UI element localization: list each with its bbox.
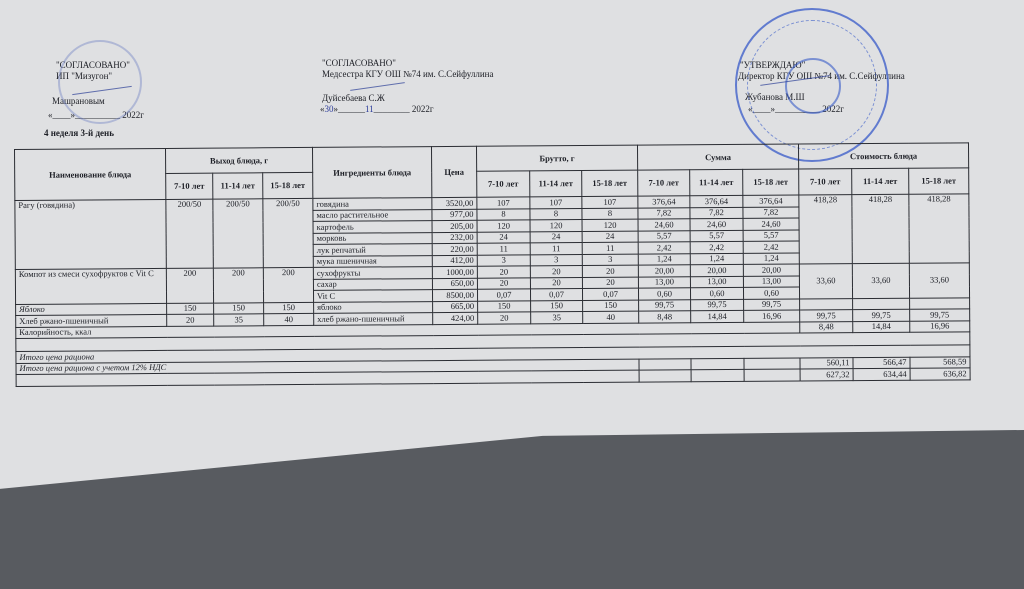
brutto-value: 20 [477,277,530,289]
sum-value: 8,48 [639,311,691,323]
age-header: 15-18 лет [582,170,638,196]
empty-cell [691,369,744,381]
sum-value: 2,42 [690,241,743,253]
ingredient-price: 412,00 [432,255,477,267]
dish-cost: 99,75 [853,309,910,321]
ingredient-price: 8500,00 [432,289,477,301]
sum-value: 0,60 [743,287,799,299]
ingredient-price: 205,00 [432,220,477,232]
brutto-value: 20 [530,266,582,278]
sum-value: 5,57 [743,230,799,242]
header-dish: Наименование блюда [15,148,166,200]
total-vat-value: 634,44 [853,368,910,380]
brutto-value: 107 [530,197,582,209]
dish-output: 40 [264,313,314,325]
ingredient-name: масло растительное [313,209,432,221]
dish-name: Рагу (говядина) [15,199,166,269]
sum-value: 376,64 [743,195,799,207]
sum-value: 20,00 [743,264,799,276]
calorie-label: Калорийность, ккал [16,322,800,339]
dish-output: 35 [214,314,264,326]
sum-value: 13,00 [690,276,743,288]
calorie-value: 8,48 [800,321,853,333]
ingredient-name: говядина [313,198,432,210]
approval-center-org: Медсестра КГУ ОШ №74 им. С.Сейфуллина [322,69,494,79]
age-header: 11-14 лет [852,168,909,194]
round-seal-stamp [735,8,889,162]
dish-output: 200 [213,268,263,303]
sum-value: 2,42 [743,241,799,253]
ingredient-price: 3520,00 [432,197,477,209]
ingredient-name: лук репчатый [313,244,432,256]
age-header: 11-14 лет [690,169,743,195]
brutto-value: 150 [583,300,639,312]
sum-value: 99,75 [639,299,691,311]
empty-cell [744,369,800,381]
ingredient-name: мука пшеничная [313,255,432,267]
total-vat-value: 636,82 [910,368,970,380]
approval-left-signer: Машрановым [52,96,105,106]
sum-value: 1,24 [638,253,690,265]
dish-output: 20 [167,314,214,326]
brutto-value: 11 [477,243,530,255]
sum-value: 5,57 [690,230,743,242]
dish-cost: 33,60 [909,263,969,298]
age-header: 11-14 лет [213,173,263,199]
approval-center-date-day: 30 [324,104,334,114]
brutto-value: 107 [477,197,530,209]
brutto-value: 20 [582,277,638,289]
sum-value: 13,00 [638,276,690,288]
age-header: 7-10 лет [799,169,852,195]
age-header: 15-18 лет [263,172,313,198]
age-header: 11-14 лет [530,171,582,197]
approval-center-name: Дуйсебаева С.Ж [322,93,385,103]
approval-right-name: Жубанова М.Ш [745,92,805,102]
sum-value: 24,60 [743,218,799,230]
header-sum: Сумма [637,144,798,170]
ingredient-name: морковь [313,232,432,244]
dish-output: 200/50 [263,198,313,267]
brutto-value: 0,07 [477,289,530,301]
dish-output: 200/50 [166,199,213,268]
brutto-value: 3 [582,254,638,266]
sum-value: 16,96 [744,310,800,322]
sum-value: 1,24 [690,253,743,265]
dish-name: Яблоко [16,303,167,316]
dish-cost: 418,28 [909,194,969,263]
brutto-value: 8 [530,208,582,220]
approval-center-date-month: 11 [365,104,374,114]
sum-value: 13,00 [743,276,799,288]
dish-cost: 99,75 [800,310,853,322]
sum-value: 376,64 [690,195,743,207]
dish-cost: 33,60 [799,264,852,299]
approval-center-date-suffix: 2022г [411,104,434,114]
header-price: Цена [431,146,476,197]
brutto-value: 8 [477,208,530,220]
approval-center-title: "СОГЛАСОВАНО" [322,58,396,68]
ingredient-name: яблоко [314,301,433,313]
calorie-value: 14,84 [853,321,910,333]
header-output: Выход блюда, г [165,147,312,173]
ingredient-name: картофель [313,221,432,233]
total-vat-label: Итого цена рациона с учетом 12% НДС [16,359,639,375]
age-header: 15-18 лет [909,168,969,194]
dish-cost [853,298,910,310]
total-label: Итого цена рациона [16,345,970,363]
approval-right-title: "УТВЕРЖДАЮ" [740,60,806,70]
brutto-value: 24 [530,231,582,243]
sum-value: 376,64 [638,196,690,208]
approval-center-date: «30»______11________ 2022г [320,104,434,114]
empty-cell [691,358,744,370]
ingredient-price: 424,00 [433,312,478,324]
brutto-value: 20 [477,266,530,278]
brutto-value: 8 [582,208,638,220]
brutto-value: 150 [531,300,583,312]
dish-cost: 418,28 [799,195,852,264]
dish-cost [910,297,970,309]
dish-name: Хлеб ржано-пшеничный [16,314,167,327]
dish-output: 150 [167,303,214,315]
brutto-value: 24 [477,231,530,243]
ingredient-name: хлеб ржано-пшеничный [314,313,433,325]
brutto-value: 24 [582,231,638,243]
ingredient-name: Vit C [313,290,432,302]
sum-value: 7,82 [638,207,690,219]
sum-value: 0,60 [638,288,690,300]
total-value: 566,47 [853,357,910,369]
dish-name: Компот из смеси сухофруктов с Vit C [15,268,166,304]
week-day-label: 4 неделя 3-й день [44,128,114,138]
total-value: 560,11 [800,357,853,369]
dish-output: 200 [263,267,313,302]
empty-cell [744,358,800,370]
ingredient-price: 665,00 [433,301,478,313]
ingredient-price: 977,00 [432,209,477,221]
brutto-value: 0,07 [530,289,582,301]
header-brutto: Брутто, г [476,145,637,171]
sum-value: 99,75 [744,299,800,311]
brutto-value: 120 [582,219,638,231]
menu-table [14,142,971,386]
brutto-value: 20 [530,277,582,289]
dish-output: 150 [264,302,314,314]
dish-cost: 99,75 [910,309,970,321]
brutto-value: 40 [583,311,639,323]
sum-value: 20,00 [638,265,690,277]
ingredient-price: 650,00 [432,278,477,290]
dish-cost: 418,28 [852,194,909,263]
empty-cell [639,358,691,370]
ingredient-price: 1000,00 [432,266,477,278]
approval-left-date: «____»__________ 2022г [48,110,144,120]
ingredient-name: сахар [313,278,432,290]
approval-left-date-suffix: 2022г [122,110,144,120]
sum-value: 2,42 [638,242,690,254]
sum-value: 5,57 [638,230,690,242]
dish-output: 200 [166,268,213,303]
sum-value: 14,84 [691,310,744,322]
empty-cell [639,370,691,382]
sum-value: 1,24 [743,253,799,265]
ingredient-price: 232,00 [432,232,477,244]
brutto-value: 0,07 [582,288,638,300]
sum-value: 24,60 [690,218,743,230]
age-header: 7-10 лет [477,171,530,197]
ingredient-name: сухофрукты [313,267,432,279]
age-header: 7-10 лет [166,173,213,199]
total-vat-value: 627,32 [800,369,853,381]
approval-left-title: "СОГЛАСОВАНО" [56,60,130,70]
approval-right-date-suffix: 2022г [822,104,844,114]
brutto-value: 107 [582,196,638,208]
dish-cost [800,298,853,310]
brutto-value: 120 [477,220,530,232]
brutto-value: 3 [530,254,582,266]
brutto-value: 20 [582,265,638,277]
dish-output: 150 [214,302,264,314]
brutto-value: 11 [530,243,582,255]
approval-left-org: ИП "Мизугон" [56,71,113,81]
sum-value: 7,82 [690,207,743,219]
brutto-value: 3 [477,254,530,266]
ingredient-price: 220,00 [432,243,477,255]
brutto-value: 35 [531,312,583,324]
dish-cost: 33,60 [852,263,909,298]
calorie-value: 16,96 [910,320,970,332]
brutto-value: 20 [478,312,531,324]
sum-value: 0,60 [690,287,743,299]
age-header: 15-18 лет [743,169,799,195]
header-ingredients: Ингредиенты блюда [312,147,431,199]
left-stamp [58,40,142,124]
header-cost: Стоимость блюда [798,143,968,169]
sum-value: 99,75 [691,299,744,311]
sum-value: 7,82 [743,207,799,219]
dish-output: 200/50 [213,199,263,268]
age-header: 7-10 лет [638,170,690,196]
approval-right-date: «____»__________ 2022г [748,104,844,114]
approval-right-org: Директор КГУ ОШ №74 им. С.Сейфуллина [738,71,905,81]
sum-value: 24,60 [638,219,690,231]
sum-value: 20,00 [690,264,743,276]
brutto-value: 11 [582,242,638,254]
brutto-value: 120 [530,220,582,232]
total-value: 568,59 [910,356,970,368]
brutto-value: 150 [478,300,531,312]
